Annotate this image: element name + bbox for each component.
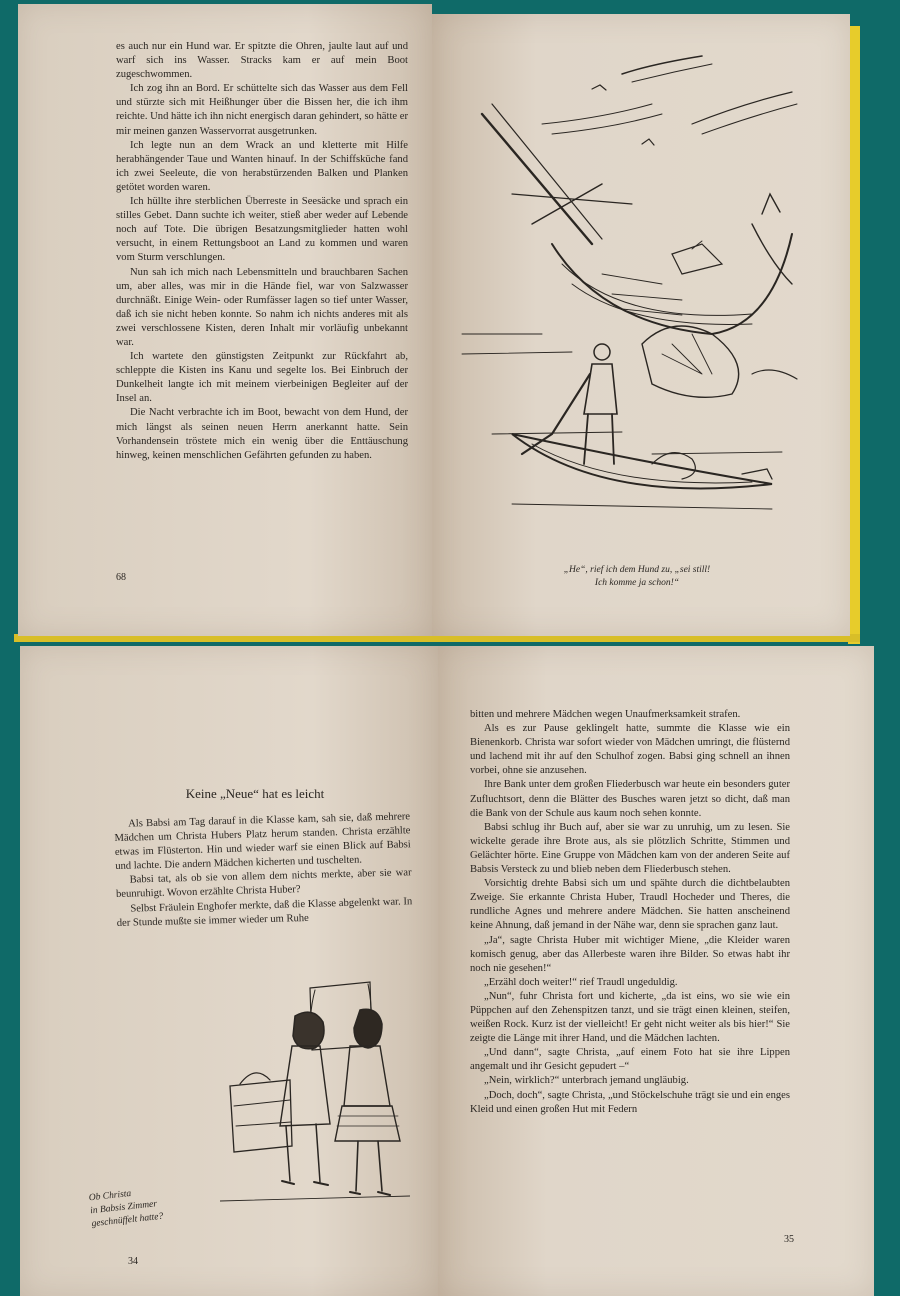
top-left-page	[18, 4, 432, 636]
bottom-left-text	[114, 810, 413, 930]
page-number: 35	[784, 1234, 794, 1245]
paragraph: Ich zog ihn an Bord. Er schüttelte sich das Wasser aus dem Fell und stürzte sich mit Heißhunger über die Bissen her, die ich ihm reichte. Und hätte ich ihn nicht energisch daran gehindert, so hätte er mir meinen ganzen Wasservorrat ausgetrunken.	[116, 83, 408, 137]
caption-line: Ich komme ja schon!“	[594, 578, 680, 588]
caption-line: geschnüffelt hatte?	[91, 1211, 164, 1230]
paragraph: „Erzähl doch weiter!“ rief Traudl ungeduldig.	[484, 976, 678, 988]
paragraph: Als es zur Pause geklingelt hatte, summte die Klasse wie ein Bienenkorb. Christa war sofort wieder von Mädchen umringt, die flüsternd und lachend mit ihr auf den Schulhof zogen. Babsi ging schnell an ihnen vorbei, ohne sie anzusehen.	[470, 723, 790, 777]
paragraph: „Ja“, sagte Christa Huber mit wichtiger Miene, „die Kleider waren komisch genug, aber das Allerbeste waren ihre Bilder. So etwas habt ihr noch nie gesehen!“	[470, 934, 790, 974]
page-number: 34	[128, 1256, 138, 1267]
bottom-book-spread	[14, 644, 880, 1296]
paragraph: Als Babsi am Tag darauf in die Klasse kam, sah sie, daß mehrere Mädchen um Christa Hubers Platz herum standen. Christa erzählte etwas im Flüsterton. Hin und wieder warf sie einen Blick auf Babsi und lachte. Die andern Mädchen kicherten und tuschelten.	[114, 811, 411, 873]
paragraph: „Doch, doch“, sagte Christa, „und Stöckelschuhe trägt sie und ein enges Kleid und einen großen Hut mit Federn	[470, 1089, 790, 1115]
bottom-right-page	[438, 646, 874, 1296]
paragraph: Nun sah ich mich nach Lebensmitteln und brauchbaren Sachen um, aber alles, was mir in die Hände fiel, war von Salzwasser durchnäßt. Einige Wein- oder Rumfässer lagen so tief unter Wasser, daß ich sie nicht heben konnte. So nahm ich nichts anderes mit als zwei verschlossene Kisten, deren Inhalt mir vorläufig unbekannt war.	[116, 266, 408, 348]
top-right-page	[432, 14, 850, 636]
illustration-caption	[472, 564, 802, 590]
paragraph: Ich wartete den günstigsten Zeitpunkt zur Rückfahrt ab, schleppte die Kisten ins Kanu und segelte los. Bei Einbruch der Dunkelheit langte ich mit meinem vierbeinigen Begleiter auf der Insel an.	[116, 351, 408, 405]
paragraph: bitten und mehrere Mädchen wegen Unaufmerksamkeit strafen.	[470, 709, 741, 720]
paragraph: es auch nur ein Hund war. Er spitzte die Ohren, jaulte laut auf und warf sich ins Wasser. Stracks kam er auf mein Boot zugeschwommen.	[116, 41, 408, 81]
paragraph: Vorsichtig drehte Babsi sich um und spähte durch die dichtbelaubten Zweige. Sie erkannte Christa Huber, Traudl Hocheder und Theres, die rundliche Agnes und mehrere andere Mädchen. Sie hatten anscheinend keine Ahnung, daß jemand in der Nähe war, denn sie sprachen ganz laut.	[470, 878, 790, 932]
paragraph: Ihre Bank unter dem großen Fliederbusch war heute ein besonders guter Zufluchtsort, denn die Blätter des Busches waren jetzt so dicht, daß man die Bank von der Schule aus kaum noch sehen konnte.	[470, 779, 790, 819]
page-number: 68	[116, 572, 126, 583]
girls-illustration	[220, 976, 410, 1216]
paragraph: Ich hüllte ihre sterblichen Überreste in Seesäcke und sprach ein stilles Gebet. Dann suchte ich weiter, stieß aber weder auf Lebende noch auf Tote. Die übrigen Besatzungsmitglieder hatten wohl versucht, in einem Rettungsboot an Land zu kommen und waren vom Sturm verschlungen.	[116, 196, 408, 264]
paragraph: „Nein, wirklich?“ unterbrach jemand ungläubig.	[484, 1075, 689, 1087]
paragraph: Ich legte nun an dem Wrack an und kletterte mit Hilfe herabhängender Taue und Wanten hinauf. In der Schiffsküche fand ich zwei Seeleute, die von herabstürzenden Balken und Planken getötet worden waren.	[116, 139, 408, 193]
shipwreck-illustration	[452, 34, 812, 524]
bottom-right-text	[470, 708, 790, 1117]
illustration-caption	[88, 1180, 211, 1231]
chapter-title: Keine „Neue“ hat es leicht	[185, 786, 325, 801]
caption-line: in Babsis Zimmer	[89, 1199, 158, 1217]
paragraph: Babsi schlug ihr Buch auf, aber sie war zu unruhig, um zu lesen. Sie wickelte gerade ihre Brote aus, als sie plötzlich Schritte, Stimmen und Gelächter hörte. Eine Gruppe von Mädchen kam von der anderen Seite auf Babsis Versteck zu und blieb neben dem Fliederbusch stehen.	[470, 821, 790, 876]
top-book-spread	[14, 4, 860, 644]
bottom-left-page	[20, 646, 438, 1296]
paragraph: „Nun“, fuhr Christa fort und kicherte, „da ist eins, wo sie wie ein Püppchen auf den Zehenspitzen tanzt, und sie trägt einen kleinen, steifen, weißen Rock. Kurz ist der vielleicht! Er geht nicht weiter als bis hier!“ Sie zeigte die Länge mit ihrer Hand, und die Mädchen lachten.	[470, 990, 790, 1045]
paragraph: Selbst Fräulein Enghofer merkte, daß die Klasse abgelenkt war. In der Stunde mußte sie immer wieder um Ruhe	[116, 895, 413, 929]
top-left-text	[116, 40, 408, 463]
caption-line: „He“, rief ich dem Hund zu, „sei still!	[563, 565, 711, 575]
paragraph: Die Nacht verbrachte ich im Boot, bewacht von dem Hund, der mich längst als seinen neuen Herrn anerkannt hatte. Sein Vorhandensein tröstete mich ein wenig über die Enttäuschung hinweg, keinen menschlichen Gefährten gefunden zu haben.	[116, 407, 408, 461]
paragraph: „Und dann“, sagte Christa, „auf einem Foto hat sie ihre Lippen angemalt und ihr Gesicht gepudert –“	[470, 1047, 790, 1073]
caption-line: Ob Christa	[88, 1188, 132, 1204]
paragraph: Babsi tat, als ob sie von allem dem nichts merkte, aber sie war beunruhigt. Wovon erzählte Christa Huber?	[115, 867, 412, 901]
